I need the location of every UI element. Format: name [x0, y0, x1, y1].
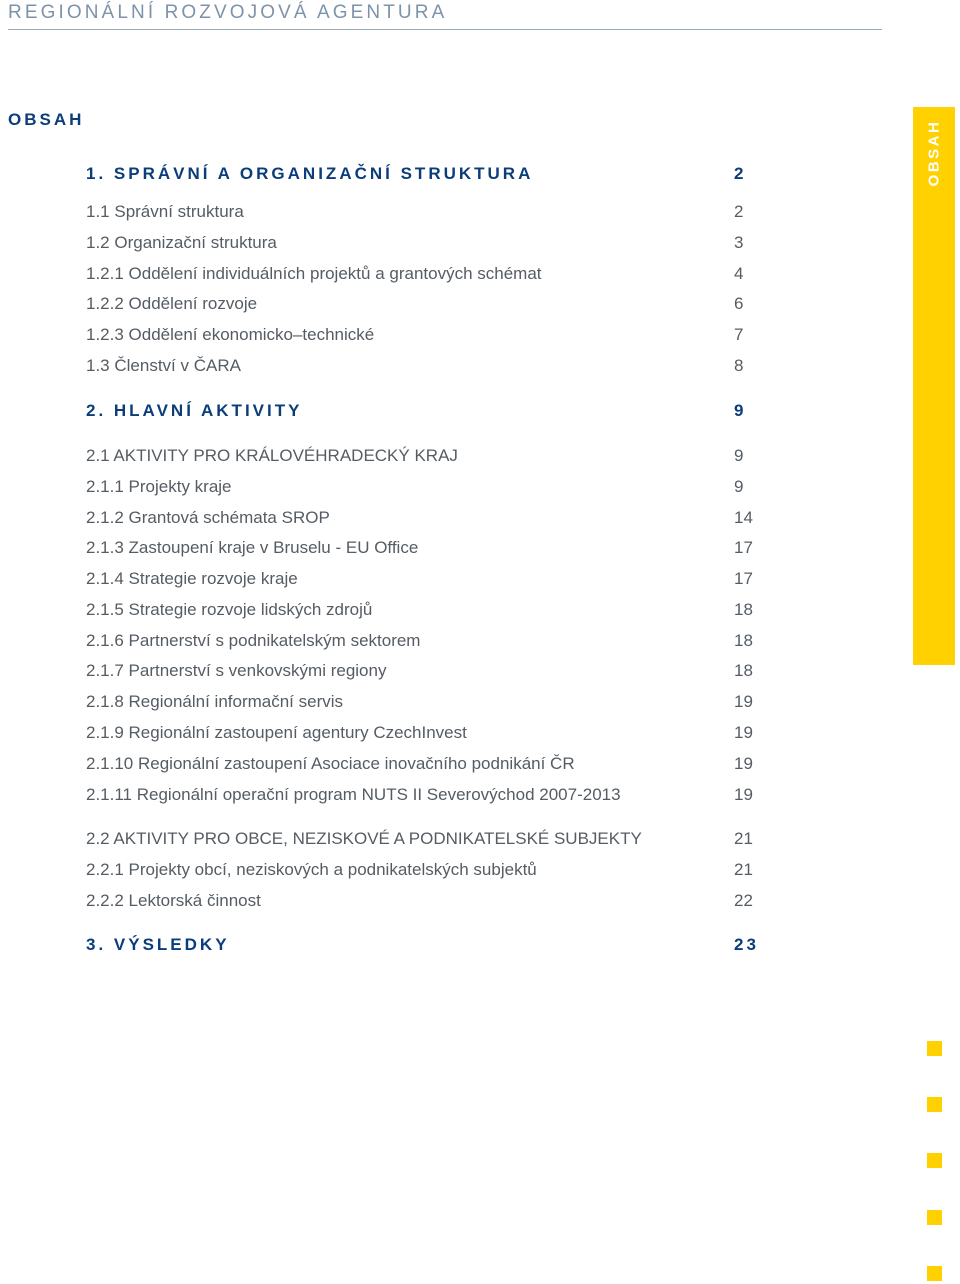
- toc-entry-title: 2.1.11 Regionální operační program NUTS II Severovýchod 2007-2013: [86, 785, 621, 804]
- toc-entry-title: 2.1.3 Zastoupení kraje v Bruselu - EU Office: [86, 538, 419, 557]
- toc-entry-title: 2.1.2 Grantová schémata SROP: [86, 508, 330, 527]
- toc-entry[interactable]: [86, 829, 766, 853]
- toc-entry[interactable]: [86, 600, 766, 624]
- toc-entry-page-number: 18: [734, 631, 753, 650]
- toc-entry-page-number: 19: [734, 785, 753, 804]
- toc-entry[interactable]: [86, 446, 766, 470]
- toc-entry-title: 2.2.2 Lektorská činnost: [86, 891, 261, 910]
- toc-entry-page-number: 9: [734, 401, 747, 420]
- toc-entry-title: 2.1.5 Strategie rozvoje lidských zdrojů: [86, 600, 373, 619]
- toc-entry-title: 2.1.7 Partnerství s venkovskými regiony: [86, 661, 387, 680]
- toc-entry-title: 2.2.1 Projekty obcí, neziskových a podnikatelských subjektů: [86, 860, 537, 879]
- toc-entry[interactable]: [86, 569, 766, 593]
- toc-entry-title: 2.1 AKTIVITY PRO KRÁLOVÉHRADECKÝ KRAJ: [86, 446, 458, 465]
- toc-entry-page-number: 6: [734, 294, 744, 313]
- toc-entry-page-number: 7: [734, 325, 744, 344]
- toc-entry[interactable]: [86, 538, 766, 562]
- toc-entry-title: 2.2 AKTIVITY PRO OBCE, NEZISKOVÉ A PODNIKATELSKÉ SUBJEKTY: [86, 829, 642, 848]
- running-header: REGIONÁLNÍ ROZVOJOVÁ AGENTURA: [8, 2, 448, 23]
- toc-entry-page-number: 19: [734, 692, 753, 711]
- toc-entry-page-number: 2: [734, 164, 747, 183]
- toc-entry[interactable]: [86, 294, 766, 318]
- toc-entry-page-number: 3: [734, 233, 744, 252]
- toc-entry[interactable]: [86, 264, 766, 288]
- toc-entry-page-number: 19: [734, 754, 753, 773]
- toc-entry[interactable]: [86, 785, 766, 809]
- decorative-square-icon: [927, 1097, 942, 1112]
- toc-entry-page-number: 2: [734, 202, 744, 221]
- toc-entry-page-number: 18: [734, 600, 753, 619]
- toc-entry-title: 1.2.1 Oddělení individuálních projektů a grantových schémat: [86, 264, 542, 283]
- toc-entry[interactable]: [86, 508, 766, 532]
- toc-entry-title: 2.1.1 Projekty kraje: [86, 477, 232, 496]
- toc-entry[interactable]: [86, 754, 766, 778]
- decorative-square-icon: [927, 1210, 942, 1225]
- toc-entry[interactable]: [86, 233, 766, 257]
- toc-entry-page-number: 21: [734, 860, 753, 879]
- toc-entry-page-number: 17: [734, 538, 753, 557]
- toc-entry-title: 1. SPRÁVNÍ A ORGANIZAČNÍ STRUKTURA: [86, 164, 534, 183]
- toc-entry-title: 2.1.9 Regionální zastoupení agentury CzechInvest: [86, 723, 467, 742]
- toc-entry[interactable]: [86, 325, 766, 349]
- toc-entry-title: 2.1.10 Regionální zastoupení Asociace inovačního podnikání ČR: [86, 754, 575, 773]
- toc-entry-page-number: 9: [734, 446, 744, 465]
- toc-entry[interactable]: [86, 723, 766, 747]
- toc-entry[interactable]: [86, 860, 766, 884]
- toc-entry-title: 2. HLAVNÍ AKTIVITY: [86, 401, 303, 420]
- toc-entry-title: 2.1.4 Strategie rozvoje kraje: [86, 569, 298, 588]
- toc-entry-page-number: 9: [734, 477, 744, 496]
- toc-entry[interactable]: [86, 356, 766, 380]
- toc-entry-title: 1.3 Členství v ČARA: [86, 356, 241, 375]
- toc-entry[interactable]: [86, 631, 766, 655]
- toc-entry[interactable]: [86, 891, 766, 915]
- toc-entry[interactable]: [86, 692, 766, 716]
- toc-entry-page-number: 21: [734, 829, 753, 848]
- toc-entry-title: 1.2.2 Oddělení rozvoje: [86, 294, 258, 313]
- toc-entry-title: 3. VÝSLEDKY: [86, 935, 230, 954]
- toc-entry-title: 2.1.6 Partnerství s podnikatelským sektorem: [86, 631, 421, 650]
- toc-entry[interactable]: [86, 202, 766, 226]
- toc-chapter-entry[interactable]: [86, 164, 766, 188]
- toc-entry-page-number: 4: [734, 264, 744, 283]
- side-tab-label: OBSAH: [925, 119, 943, 187]
- decorative-square-icon: [927, 1153, 942, 1168]
- toc-entry-title: 1.2 Organizační struktura: [86, 233, 277, 252]
- toc-entry[interactable]: [86, 477, 766, 501]
- toc-entry-page-number: 14: [734, 508, 753, 527]
- header-rule: [8, 29, 882, 30]
- toc-chapter-entry[interactable]: [86, 935, 766, 959]
- decorative-square-icon: [927, 1041, 942, 1056]
- toc-entry-page-number: 17: [734, 569, 753, 588]
- toc-entry-page-number: 19: [734, 723, 753, 742]
- toc-entry-page-number: 23: [734, 935, 759, 954]
- toc-entry-title: 1.2.3 Oddělení ekonomicko–technické: [86, 325, 375, 344]
- toc-entry-page-number: 22: [734, 891, 753, 910]
- toc-entry-title: 1.1 Správní struktura: [86, 202, 244, 221]
- section-title: OBSAH: [8, 110, 85, 129]
- toc-entry-page-number: 8: [734, 356, 744, 375]
- toc-entry-title: 2.1.8 Regionální informační servis: [86, 692, 344, 711]
- side-tab: [913, 107, 955, 665]
- toc-chapter-entry[interactable]: [86, 401, 766, 425]
- toc-entry-page-number: 18: [734, 661, 753, 680]
- toc-entry[interactable]: [86, 661, 766, 685]
- decorative-square-icon: [927, 1266, 942, 1281]
